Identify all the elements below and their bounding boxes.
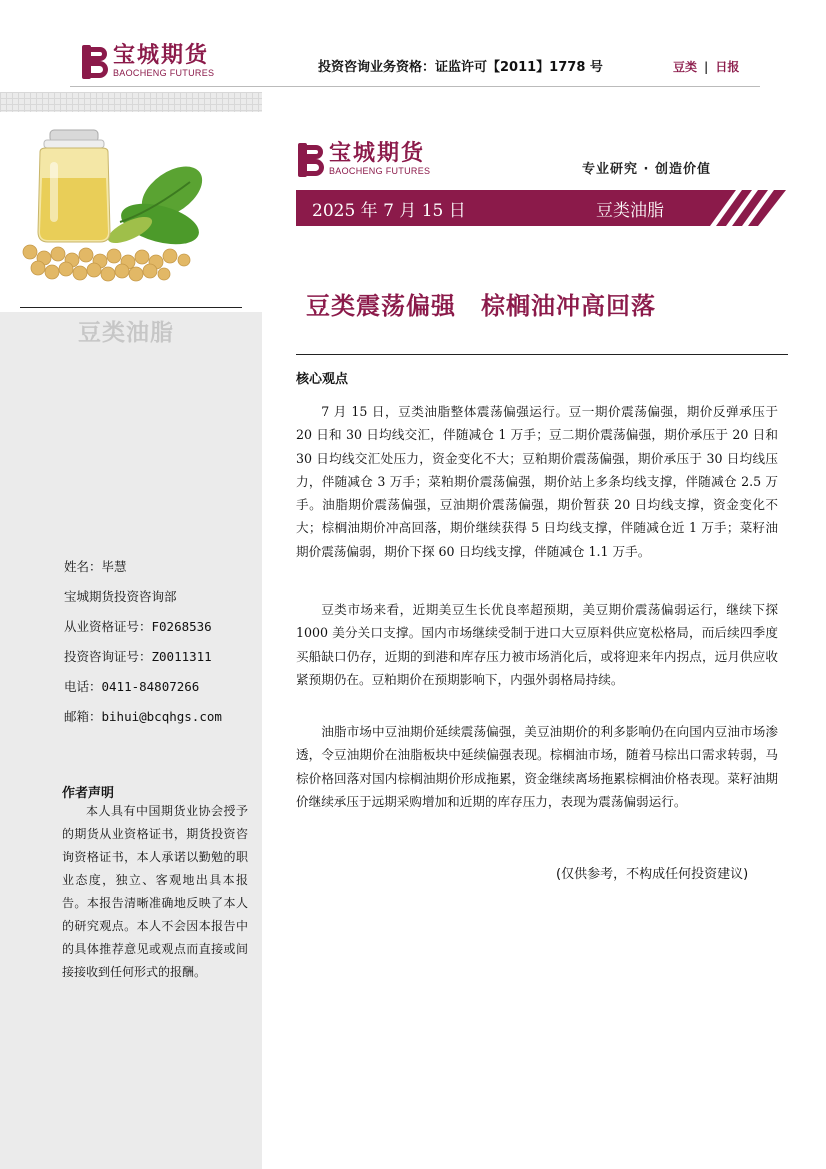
cover-photo xyxy=(0,112,262,312)
tag-category: 豆类 xyxy=(673,60,698,74)
disclaimer: (仅供参考，不构成任何投资建议) xyxy=(556,867,749,882)
soybean-oil-jar-icon xyxy=(0,112,262,287)
header-divider xyxy=(70,86,760,87)
report-date: 2025 年 7 月 15 日 xyxy=(312,201,466,221)
core-heading: 核心观点 xyxy=(296,372,349,387)
header-brand-en: BAOCHENG FUTURES xyxy=(113,68,215,78)
tag-separator: | xyxy=(704,60,709,74)
author-department: 宝城期货投资咨询部 xyxy=(64,589,177,604)
statement-body: 本人具有中国期货业协会授予的期货从业资格证书，期货投资咨询资格证书，本人承诺以勤勉的职业态度，独立、客观地出具本报告。本报告清晰准确地反映了本人的研究观点。本人不会因本报告中的具体推荐意见或观点而直接或间接接收到任何形式的报酬。 xyxy=(62,804,248,979)
header-tags xyxy=(673,58,739,75)
baocheng-logo-icon xyxy=(82,45,108,79)
cover-logo xyxy=(298,142,430,177)
author-phone: 电话：0411-84807266 xyxy=(64,679,200,694)
paragraph-1: 7 月 15 日，豆类油脂整体震荡偏强运行。豆一期价震荡偏强，期价反弹承压于 20 日和 30 日均线交汇，伴随减仓 1 万手；豆二期价震荡偏强，期价承压于 20 日和 30 日均线交汇处压力，资金变化不大；豆粕期价震荡偏强，期价承压于 30 日均线压力，伴随减仓 3 万手；菜粕期价震荡偏强，期价站上多条均线支撑，伴随减仓 2.5 万手。油脂期价震荡偏强，豆油期价震荡偏强，期价暂获 20 日均线支撑，资金变化不大；棕榈油期价冲高回落，期价继续获得 5 日均线支撑，伴随减仓近 1 万手；菜籽油期价震荡偏弱，期价下探 60 日均线支撑，伴随减仓 1.1 万手。 xyxy=(296,404,778,559)
header-logo xyxy=(82,44,214,79)
page-title: 豆类震荡偏强 棕榈油冲高回落 xyxy=(306,292,656,320)
header-brand-cn: 宝城期货 xyxy=(113,43,210,68)
title-divider xyxy=(296,354,788,355)
sidebar-section-title: 豆类油脂 xyxy=(78,320,174,346)
cover-brand-en: BAOCHENG FUTURES xyxy=(329,166,431,176)
paragraph-3: 油脂市场中豆油期价延续震荡偏强，美豆油期价的利多影响仍在向国内豆油市场渗透，令豆油期价在油脂板块中延续偏强表现。棕榈油市场，随着马棕出口需求转弱，马棕价格回落对国内棕榈油期价形成拖累，资金继续离场拖累棕榈油价格表现。菜籽油期价继续承压于远期采购增加和近期的库存压力，表现为震荡偏弱运行。 xyxy=(296,724,778,809)
cover-slogan: 专业研究 · 创造价值 xyxy=(582,162,711,177)
paragraph-2: 豆类市场来看，近期美豆生长优良率超预期，美豆期价震荡偏弱运行，继续下探 1000 美分关口支撑。国内市场继续受制于进口大豆原料供应宽松格局，而后续四季度买船缺口仍存，近期的到港和库存压力被市场消化后，或将迎来年内拐点，远月供应收紧预期仍在。豆粕期价在预期影响下，内强外弱格局持续。 xyxy=(296,602,778,687)
author-license: 从业资格证号：F0268536 xyxy=(64,619,212,634)
photo-divider xyxy=(20,307,242,308)
report-sector: 豆类油脂 xyxy=(596,201,664,221)
header-qualification: 投资咨询业务资格：证监许可【2011】1778 号 xyxy=(318,60,603,75)
cover-brand-cn: 宝城期货 xyxy=(329,141,426,166)
tag-type: 日报 xyxy=(715,60,740,74)
author-consult-license: 投资咨询证号：Z0011311 xyxy=(64,649,212,664)
author-name: 姓名：毕慧 xyxy=(64,559,127,574)
baocheng-logo-icon xyxy=(298,143,324,177)
author-email: 邮箱：bihui@bcqhgs.com xyxy=(64,709,222,724)
statement-title: 作者声明 xyxy=(62,786,115,801)
sidebar-pattern xyxy=(0,92,262,112)
